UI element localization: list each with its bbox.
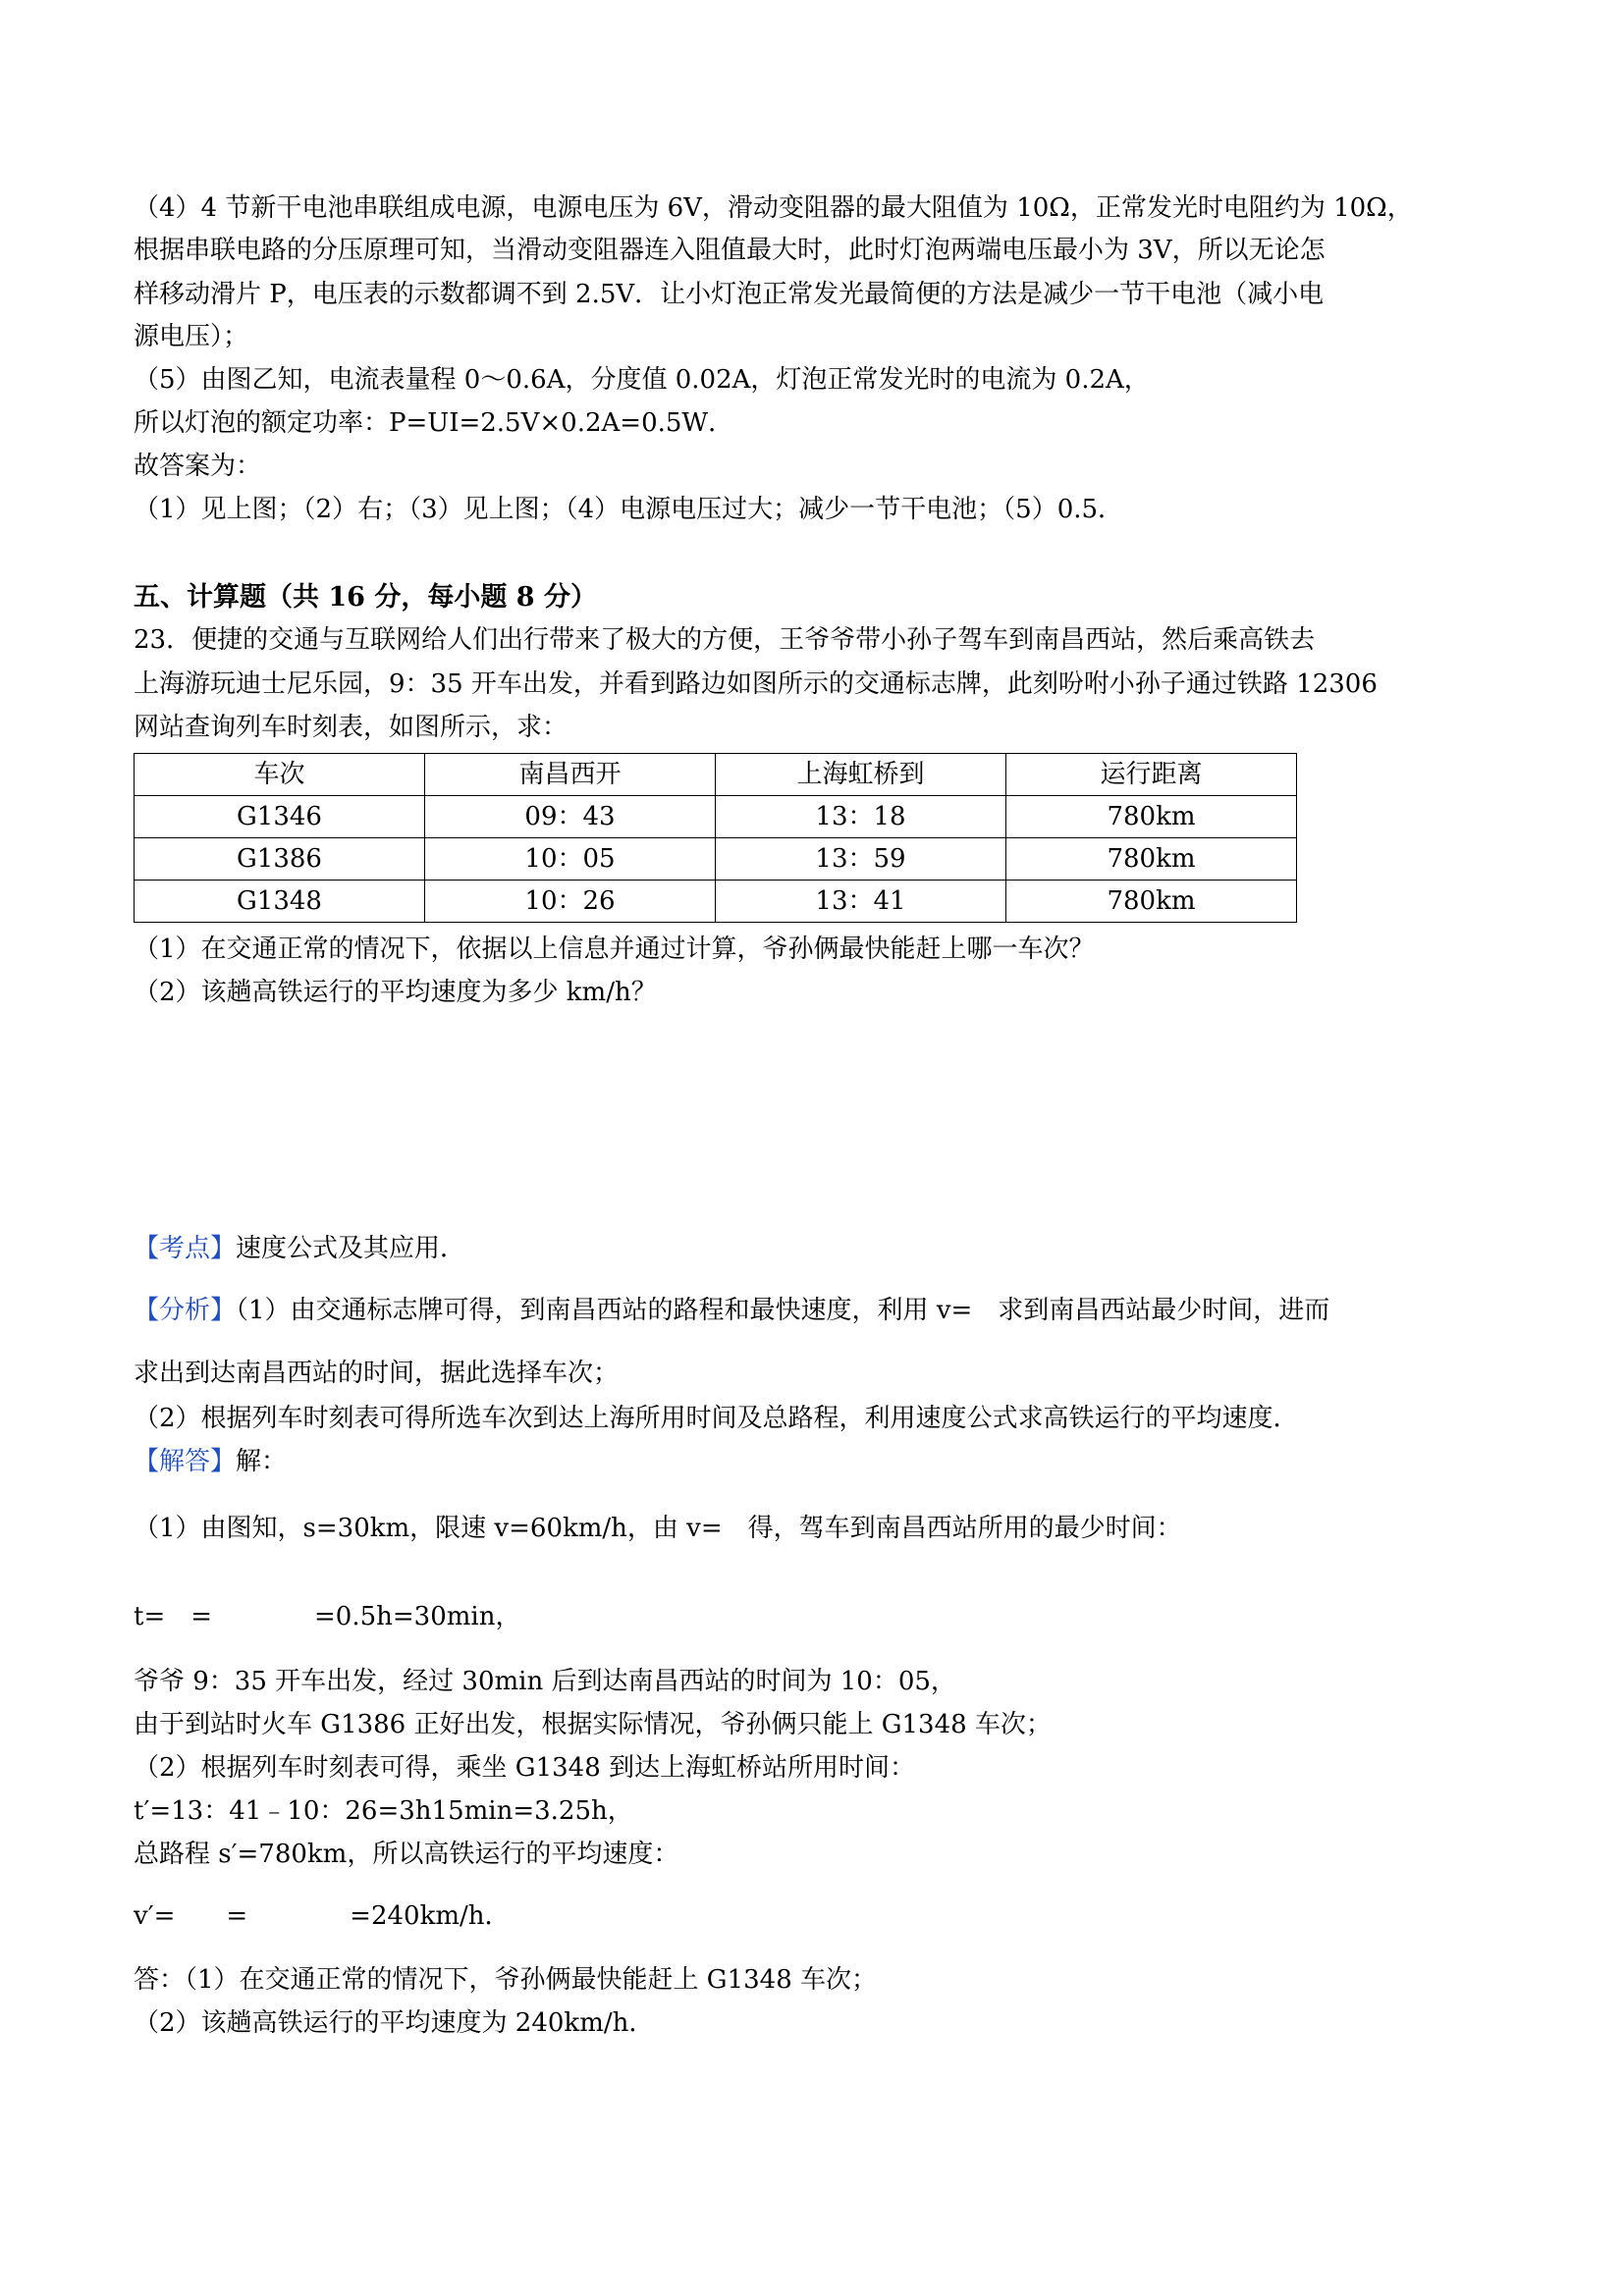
fenxi-tag: 【分析】 bbox=[134, 1296, 237, 1325]
solution-step4: 由于到站时火车 G1386 正好出发，根据实际情况，爷孙俩只能上 G1348 车次； bbox=[134, 1710, 1052, 1739]
kaodian-tag: 【考点】 bbox=[134, 1234, 237, 1263]
final-answer1: 答：（1）在交通正常的情况下，爷孙俩最快能赶上 G1348 车次； bbox=[134, 1965, 878, 1995]
solution-step7: 总路程 s′=780km，所以高铁运行的平均速度： bbox=[134, 1840, 679, 1869]
table-cell: 780km bbox=[1006, 838, 1297, 881]
fenxi-text: （1）由交通标志牌可得，到南昌西站的路程和最快速度，利用 v= 求到南昌西站最少时间，进而 bbox=[236, 1296, 1330, 1325]
q23-line2: 上海游玩迪士尼乐园，9：35 开车出发，并看到路边如图所示的交通标志牌，此刻吩咐小孙子通过铁路 12306 bbox=[134, 669, 1378, 699]
table-header-cell: 车次 bbox=[135, 754, 425, 796]
p4-line2: 根据串联电路的分压原理可知，当滑动变阻器连入阻值最大时，此时灯泡两端电压最小为 3V，所以无论怎 bbox=[134, 236, 1326, 265]
table-header-row bbox=[135, 754, 1297, 796]
fenxi-line3: （2）根据列车时刻表可得所选车次到达上海所用时间及总路程，利用速度公式求高铁运行的平均速度． bbox=[134, 1404, 1299, 1433]
final-answer2: （2）该趟高铁运行的平均速度为 240km/h． bbox=[134, 2008, 655, 2038]
q23-sub1: （1）在交通正常的情况下，依据以上信息并通过计算，爷孙俩最快能赶上哪一车次？ bbox=[134, 934, 1095, 964]
solution-step5: （2）根据列车时刻表可得，乘坐 G1348 到达上海虹桥站所用时间： bbox=[134, 1753, 916, 1783]
q23-line1: 23．便捷的交通与互联网给人们出行带来了极大的方便，王爷爷带小孙子驾车到南昌西站，然后乘高铁去 bbox=[134, 625, 1316, 655]
section-heading: 五、计算题（共 16 分，每小题 8 分） bbox=[134, 582, 597, 613]
table-cell: G1346 bbox=[135, 796, 425, 838]
table-cell: 780km bbox=[1006, 796, 1297, 838]
q23-line3: 网站查询列车时刻表，如图所示，求： bbox=[134, 713, 568, 742]
q23-sub2: （2）该趟高铁运行的平均速度为多少 km/h？ bbox=[134, 978, 657, 1007]
answer-line: （1）见上图；（2）右；（3）见上图；（4）电源电压过大；减少一节干电池；（5）0.5． bbox=[134, 495, 1124, 524]
fenxi-line1 bbox=[134, 1294, 1329, 1327]
solution-formula-v: v′= = =240km/h． bbox=[134, 1901, 511, 1931]
table-cell: 09：43 bbox=[425, 796, 716, 838]
p4-line1: （4）4 节新干电池串联组成电源，电源电压为 6V，滑动变阻器的最大阻值为 10Ω，正常发光时电阻约为 10Ω， bbox=[134, 193, 1413, 223]
table-cell: 780km bbox=[1006, 881, 1297, 923]
table-cell: 10：26 bbox=[425, 881, 716, 923]
p4-line4: 源电压）； bbox=[134, 322, 249, 351]
table-cell: 10：05 bbox=[425, 838, 716, 881]
kaodian-line bbox=[134, 1232, 465, 1265]
table-cell: G1348 bbox=[135, 881, 425, 923]
train-timetable bbox=[134, 753, 1297, 923]
solution-formula-t: t= = =0.5h=30min， bbox=[134, 1602, 521, 1631]
table-cell: 13：41 bbox=[716, 881, 1006, 923]
table-cell: 13：18 bbox=[716, 796, 1006, 838]
answer-label: 故答案为： bbox=[134, 452, 262, 481]
table-cell: 13：59 bbox=[716, 838, 1006, 881]
solution-step1: （1）由图知，s=30km，限速 v=60km/h，由 v= 得，驾车到南昌西站所用的最少时间： bbox=[134, 1514, 1182, 1543]
solution-step6: t′=13：41﹣10：26=3h15min=3.25h， bbox=[134, 1796, 633, 1826]
table-cell: G1386 bbox=[135, 838, 425, 881]
kaodian-text: 速度公式及其应用． bbox=[236, 1234, 466, 1263]
table-row bbox=[135, 838, 1297, 881]
solution-step3: 爷爷 9：35 开车出发，经过 30min 后到达南昌西站的时间为 10：05， bbox=[134, 1667, 956, 1696]
table-header-cell: 上海虹桥到 bbox=[716, 754, 1006, 796]
jieda-text: 解： bbox=[236, 1447, 288, 1476]
table-row bbox=[135, 881, 1297, 923]
p5-line1: （5）由图乙知，电流表量程 0～0.6A，分度值 0.02A，灯泡正常发光时的电流为 0.2A， bbox=[134, 365, 1150, 395]
table-header-cell: 南昌西开 bbox=[425, 754, 716, 796]
table-header-cell: 运行距离 bbox=[1006, 754, 1297, 796]
jieda-tag: 【解答】 bbox=[134, 1447, 237, 1476]
p4-line3: 样移动滑片 P，电压表的示数都调不到 2.5V．让小灯泡正常发光最简便的方法是减少一节干电池（减小电 bbox=[134, 280, 1325, 309]
p5-line2: 所以灯泡的额定功率：P=UI=2.5V×0.2A=0.5W． bbox=[134, 408, 734, 438]
table-row bbox=[135, 796, 1297, 838]
fenxi-line2: 求出到达南昌西站的时间，据此选择车次； bbox=[134, 1359, 620, 1388]
jieda-line bbox=[134, 1445, 287, 1478]
